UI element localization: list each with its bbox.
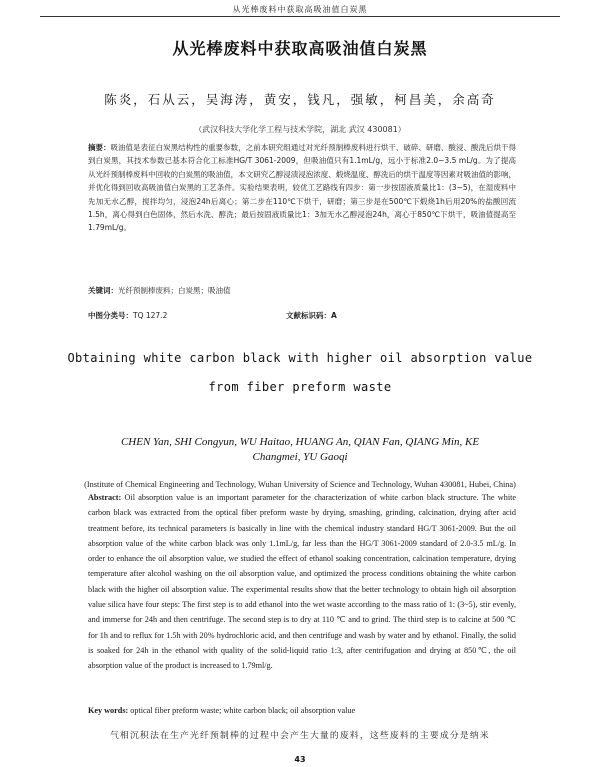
keywords-cn-label: 关键词：	[88, 286, 118, 295]
body-text-first-line: 气相沉积法在生产光纤预制棒的过程中会产生大量的废料，这些废料的主要成分是纳米	[110, 731, 490, 741]
keywords-en	[88, 706, 516, 715]
abstract-cn	[88, 141, 516, 235]
title-en: Obtaining white carbon black with higher oil absorption value from fiber preform waste	[67, 351, 533, 394]
doc-value: A	[331, 311, 337, 320]
abstract-en	[88, 490, 516, 674]
running-header: 从光棒废料中获取高吸油值白炭黑	[232, 5, 368, 14]
authors-en: CHEN Yan, SHI Congyun, WU Haitao, HUANG An, QIAN Fan, QIANG Min, KE Changmei, YU Gaoqi	[120, 436, 480, 463]
affiliation-en: (Institute of Chemical Engineering and Technology, Wuhan University of Science and Technology, Wuhan 430081, Hubei, China)	[84, 480, 516, 489]
abstract-cn-label: 摘要：	[88, 143, 111, 152]
keywords-cn-text: 光纤预制棒废料；白炭黑；吸油值	[118, 286, 231, 295]
keywords-cn	[88, 285, 516, 296]
authors-cn: 陈炎，石从云，吴海涛，黄安，钱凡，强敏，柯昌美，余高奇	[104, 92, 496, 107]
clc-label: 中图分类号：	[88, 311, 133, 320]
doc-code	[286, 310, 337, 321]
classification-line	[88, 310, 516, 321]
abstract-en-label: Abstract:	[88, 493, 122, 502]
abstract-cn-text: 吸油值是表征白炭黑结构性的重要参数，之前本研究组通过对光纤预制棒废料进行烘干、破碎、研磨、酸浸、酸洗后烘干得到白炭黑，其技术参数已基本符合化工标准HG/T 3061-2009，但吸油值只有1.1mL/g，远小于标准2.0~3.5 mL/g。为了提高从光纤预制棒废料中回收的白炭黑的吸油值，本文研究乙醇浸渍浸泡浓度、煅烧温度、醇洗后的烘干温度等因素对吸油值的影响，并优化得到回收高吸油值白炭黑的工艺条件。实验结果表明，较优工艺路线有四步：第一步按固液质量比1：(3~5)，在湿废料中先加无水乙醇，搅拌均匀，浸泡24h后离心；第二步在110℃下烘干，研磨；第三步是在500℃下煅烧1h后用20%的盐酸回流1.5h，离心得到白色固体，然后水洗、醇洗；最后按固液质量比1：3加无水乙醇浸泡24h，离心于850℃下烘干，吸油值提高至1.79mL/g。	[88, 143, 517, 233]
affiliation-cn: （武汉科技大学化学工程与技术学院，湖北 武汉 430081）	[194, 125, 406, 134]
page-number: 43	[294, 755, 306, 764]
header-rule	[40, 16, 560, 17]
title-cn: 从光棒废料中获取高吸油值白炭黑	[172, 39, 428, 58]
abstract-en-text: Oil absorption value is an important parameter for the characterization of white carbon black structure. The white carbon black was extracted from the optical fiber preform waste by drying, smashing, grinding, calcination, drying after acid treatment before, its technical parameters is basically in line with the chemical industry standard HG/T 3061-2009. But the oil absorption value of the white carbon black was only 1.1mL/g, far less than the HG/T 3061-2009 standard of 2.0-3.5 mL/g. In order to enhance the oil absorption value, we studied the effect of ethanol soaking concentration, calcination temperature, drying temperature after alcohol washing on the oil absorption value, and optimized the process conditions obtaining the white carbon black with the higher oil absorption value. The experimental results show that the better technology to obtain high oil absorption value silica have four steps: The first step is to add ethanol into the wet waste according to the mass ratio of 1: (3~5), stir evenly, and immerse for 24h and then centrifuge. The second step is to dry at 110 ℃ and to grind. The third step is to calcine at 500 ℃ for 1h and to reflux for 1.5h with 20% hydrochloric acid, and then centrifuge and wash by water and by ethanol. Finally, the solid is soaked for 24h in the ethanol with quality of the solid-liquid ratio 1:3, after centrifugation and drying at 850℃, the oil absorption value of the product is increased to 1.79ml/g.	[88, 493, 516, 671]
keywords-en-label: Key words:	[88, 706, 129, 715]
keywords-en-text: optical fiber preform waste; white carbon black; oil absorption value	[130, 706, 356, 715]
doc-label: 文献标识码：	[286, 311, 331, 320]
clc-value: TQ 127.2	[133, 311, 168, 320]
